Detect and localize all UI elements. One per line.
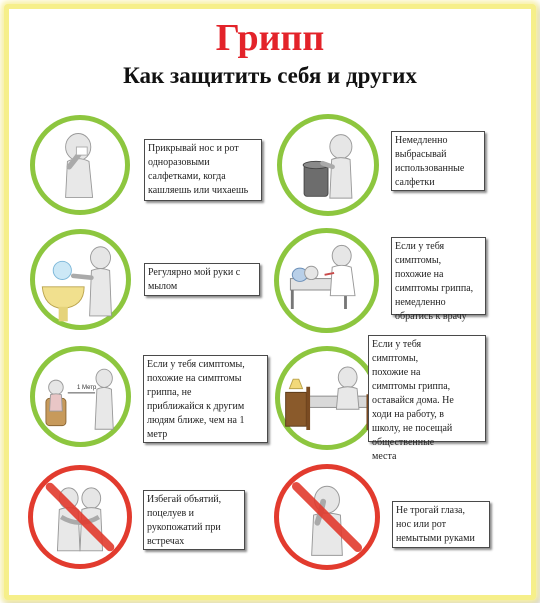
tip-text: Если у тебя симптомы, похожие на симптомы гриппа, не приближайся к другим людям ближе, чем на 1 метр — [143, 355, 268, 443]
stay-home-bed-icon — [275, 346, 379, 450]
tip-text: Избегай объятий, поцелуев и рукопожатий при встречах — [143, 490, 245, 550]
distance-caption: 1 Метр — [77, 385, 97, 391]
tip-text: Не трогай глаза, нос или рот немытыми руками — [392, 501, 490, 548]
doctor-visit-icon — [274, 228, 379, 333]
poster-title: Грипп — [215, 17, 325, 59]
poster-subtitle: Как защитить себя и других — [123, 63, 417, 88]
tip-text: Немедленно выбрасывай использованные салфетки — [391, 131, 485, 191]
sneezing-person-icon — [30, 115, 130, 215]
tip-text: Прикрывай нос и рот одноразовыми салфетками, когда кашляешь или чихаешь — [144, 139, 262, 201]
trash-can-icon — [277, 114, 379, 216]
hugging-people-icon — [28, 465, 132, 569]
tip-text: Если у тебя симптомы, похожие на симптомы гриппа, оставайся дома. Не ходи на работу, в школу, не посещай общественные места — [368, 335, 486, 442]
hand-washing-icon — [30, 229, 131, 330]
distance-icon — [30, 346, 131, 447]
tip-text: Если у тебя симптомы, похожие на симптомы гриппа, немедленно обратись к врачу — [391, 237, 486, 315]
tip-text: Регулярно мой руки с мылом — [144, 263, 260, 296]
face-touching-icon — [274, 464, 380, 570]
